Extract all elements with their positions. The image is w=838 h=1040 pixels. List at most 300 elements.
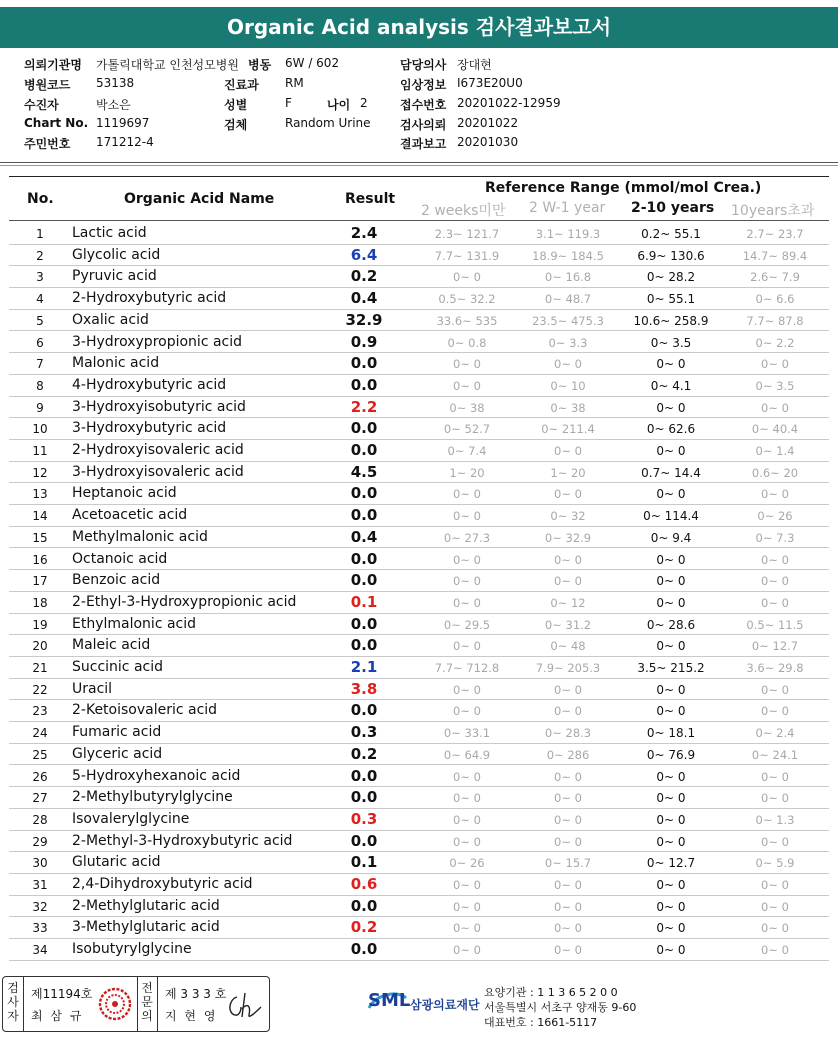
result-value: 0.1 xyxy=(350,853,378,872)
table-row xyxy=(9,310,829,332)
ref-range-2-10-years: 0~ 0 xyxy=(656,791,686,806)
ref-range-2-10-years: 0~ 0 xyxy=(656,574,686,589)
acid-name: Methylmalonic acid xyxy=(72,528,208,545)
ref-range-under-2-weeks: 0~ 0 xyxy=(453,270,481,285)
signature-box xyxy=(2,976,270,1032)
ref-range-over-10-years: 0~ 0 xyxy=(761,899,789,914)
result-value: 3.8 xyxy=(350,679,378,698)
acid-name: Acetoacetic acid xyxy=(72,507,188,524)
ref-range-2-10-years: 0~ 0 xyxy=(656,878,686,892)
hospital-code-label: 병원코드 xyxy=(24,78,71,92)
table-row xyxy=(9,809,829,831)
row-number: 19 xyxy=(32,617,48,632)
ref-range-over-10-years: 0~ 0 xyxy=(761,682,789,697)
ref-range-over-10-years: 0~ 0 xyxy=(761,769,789,784)
ref-range-over-10-years: 0~ 0 xyxy=(761,552,789,567)
result-value: 2.1 xyxy=(350,658,378,676)
ref-range-2w-1year: 3.1~ 119.3 xyxy=(535,227,601,241)
table-row xyxy=(9,332,829,354)
result-value: 0.0 xyxy=(350,701,378,720)
ref-range-over-10-years: 0~ 0 xyxy=(761,400,789,415)
ref-range-over-10-years: 0~ 0 xyxy=(761,357,789,372)
ref-range-2-10-years: 3.5~ 215.2 xyxy=(637,661,705,675)
ref-range-2-10-years: 10.6~ 258.9 xyxy=(633,313,709,328)
acid-name: 3-Hydroxypropionic acid xyxy=(72,333,243,350)
institution-value: 가톨릭대학교 인천성모병원 xyxy=(96,58,239,72)
ref-range-2w-1year: 0~ 0 xyxy=(554,878,582,892)
table-row xyxy=(9,939,829,961)
ref-range-2-10-years: 0~ 4.1 xyxy=(650,378,692,393)
table-header-line xyxy=(9,220,829,221)
row-number: 14 xyxy=(32,509,48,524)
table-row xyxy=(9,505,829,527)
row-number: 29 xyxy=(32,834,48,849)
ward-label: 병동 xyxy=(248,58,272,72)
ref-range-over-10-years: 0~ 0 xyxy=(761,704,789,719)
acid-name: 5-Hydroxyhexanoic acid xyxy=(72,767,241,784)
ref-range-2w-1year: 0~ 16.8 xyxy=(544,270,592,285)
specialist-license: 제 3 3 3 호 xyxy=(165,987,227,1001)
ref-range-under-2-weeks: 0.5~ 32.2 xyxy=(438,292,496,307)
hospital-code-value: 53138 xyxy=(96,76,135,90)
row-number: 12 xyxy=(32,465,48,480)
acid-name: 2,4-Dihydroxybutyric acid xyxy=(72,876,253,892)
examiner-label: 검사자 xyxy=(7,981,19,1023)
row-number: 26 xyxy=(32,769,48,784)
ref-range-over-10-years: 2.6~ 7.9 xyxy=(750,270,800,285)
ref-range-under-2-weeks: 0~ 0 xyxy=(453,834,481,849)
ref-range-2w-1year: 0~ 32.9 xyxy=(544,530,592,545)
results-table xyxy=(9,172,829,960)
ref-range-over-10-years: 0~ 0 xyxy=(761,921,789,936)
ref-range-under-2-weeks: 0~ 0 xyxy=(453,921,481,936)
request-date-value: 20201022 xyxy=(457,116,519,130)
ref-range-2w-1year: 0~ 0 xyxy=(554,444,582,458)
ref-col-2-10-years: 2-10 years xyxy=(631,200,715,216)
row-number: 9 xyxy=(36,400,44,415)
row-number: 4 xyxy=(36,292,44,307)
table-row xyxy=(9,614,829,636)
ref-range-under-2-weeks: 0~ 0 xyxy=(453,639,481,654)
ref-range-2w-1year: 18.9~ 184.5 xyxy=(532,248,604,263)
row-number: 27 xyxy=(32,791,48,806)
ref-range-under-2-weeks: 7.7~ 131.9 xyxy=(434,248,500,263)
result-value: 0.2 xyxy=(350,744,378,763)
ref-range-2-10-years: 0~ 0 xyxy=(656,400,686,415)
result-value: 0.0 xyxy=(350,441,378,459)
table-row xyxy=(9,766,829,788)
table-row xyxy=(9,549,829,571)
ref-range-2-10-years: 0~ 55.1 xyxy=(646,292,696,307)
doctor-label: 담당의사 xyxy=(400,58,447,72)
ref-range-2-10-years: 0~ 0 xyxy=(656,899,686,914)
ref-range-over-10-years: 0~ 1.4 xyxy=(755,444,795,458)
table-row xyxy=(9,288,829,310)
ref-range-over-10-years: 0~ 5.9 xyxy=(755,856,795,871)
ref-range-2w-1year: 0~ 0 xyxy=(554,357,582,372)
ref-range-2-10-years: 0~ 0 xyxy=(656,357,686,372)
ref-range-under-2-weeks: 0~ 52.7 xyxy=(443,422,491,437)
ref-range-over-10-years: 0.5~ 11.5 xyxy=(746,617,804,632)
care-code: 요양기관 : 1 1 3 6 5 2 0 0 xyxy=(484,986,618,999)
ref-range-2w-1year: 0~ 0 xyxy=(554,899,582,914)
acid-name: 2-Hydroxyisovaleric acid xyxy=(72,442,244,458)
ref-col-over-10-years: 10years초과 xyxy=(731,203,815,219)
header-divider xyxy=(0,162,838,163)
result-value: 0.0 xyxy=(350,549,378,568)
ref-range-2w-1year: 0~ 48 xyxy=(550,639,586,654)
ref-range-2-10-years: 0~ 0 xyxy=(656,769,686,784)
request-date-label: 검사의뢰 xyxy=(400,118,447,132)
ref-range-under-2-weeks: 0~ 0 xyxy=(453,574,481,589)
clinical-value: I673E20U0 xyxy=(457,76,523,90)
ref-range-over-10-years: 0~ 0 xyxy=(761,487,789,502)
result-value: 0.3 xyxy=(350,723,378,742)
age-label: 나이 xyxy=(327,98,351,112)
department-value: RM xyxy=(285,76,304,90)
acid-name: 2-Methyl-3-Hydroxybutyric acid xyxy=(72,832,293,849)
acid-name: Oxalic acid xyxy=(72,311,149,328)
ref-range-over-10-years: 0~ 2.4 xyxy=(755,726,795,741)
row-number: 25 xyxy=(32,747,48,762)
ref-range-2-10-years: 0~ 0 xyxy=(656,921,686,936)
result-value: 0.4 xyxy=(350,527,378,546)
row-number: 32 xyxy=(32,899,48,914)
ref-range-under-2-weeks: 0~ 0 xyxy=(453,357,481,372)
sign-divider xyxy=(23,977,24,1031)
row-number: 30 xyxy=(32,856,48,871)
acid-name: 4-Hydroxybutyric acid xyxy=(72,376,227,393)
examiner-license: 제11194호 xyxy=(31,987,93,1001)
result-value: 0.0 xyxy=(350,375,378,394)
ref-range-over-10-years: 0~ 26 xyxy=(757,509,793,524)
ref-range-2w-1year: 0~ 0 xyxy=(554,682,582,697)
acid-name: Uracil xyxy=(72,680,113,697)
table-row xyxy=(9,397,829,419)
collector-label: 수진자 xyxy=(24,98,59,112)
ref-range-under-2-weeks: 0~ 0 xyxy=(453,899,481,914)
result-value: 0.4 xyxy=(350,289,378,308)
result-value: 0.2 xyxy=(350,918,378,937)
table-row xyxy=(9,896,829,918)
ref-range-under-2-weeks: 0~ 33.1 xyxy=(443,726,491,741)
table-row xyxy=(9,570,829,592)
ref-range-2w-1year: 0~ 0 xyxy=(554,943,582,958)
row-number: 28 xyxy=(32,812,48,827)
ref-range-over-10-years: 0~ 0 xyxy=(761,943,789,958)
table-row xyxy=(9,679,829,701)
row-number: 8 xyxy=(36,378,44,393)
col-header-name: Organic Acid Name xyxy=(124,191,275,207)
table-row xyxy=(9,245,829,267)
ref-range-2-10-years: 0~ 0 xyxy=(656,943,686,958)
stamp-icon xyxy=(97,985,133,1023)
table-row xyxy=(9,440,829,462)
table-row xyxy=(9,635,829,657)
ref-range-2-10-years: 0~ 28.2 xyxy=(646,270,696,285)
ref-range-under-2-weeks: 0~ 29.5 xyxy=(443,617,491,632)
ref-range-under-2-weeks: 0~ 64.9 xyxy=(443,747,491,762)
result-value: 0.3 xyxy=(350,809,378,828)
ref-range-2w-1year: 0~ 3.3 xyxy=(548,335,588,350)
ref-range-under-2-weeks: 0~ 0 xyxy=(453,509,481,524)
phone: 대표번호 : 1661-5117 xyxy=(484,1016,598,1029)
row-number: 7 xyxy=(36,357,44,372)
ref-range-2-10-years: 0~ 12.7 xyxy=(646,856,696,871)
footer xyxy=(0,970,838,1040)
ref-range-over-10-years: 0~ 40.4 xyxy=(751,422,799,437)
table-row xyxy=(9,462,829,484)
ref-range-2w-1year: 0~ 211.4 xyxy=(541,422,595,437)
ref-range-2-10-years: 0~ 76.9 xyxy=(646,747,696,762)
result-value: 0.1 xyxy=(350,592,378,611)
row-number: 10 xyxy=(32,422,48,437)
acid-name: 2-Ketoisovaleric acid xyxy=(72,702,218,719)
id-number-value: 171212-4 xyxy=(96,135,154,149)
ref-range-under-2-weeks: 2.3~ 121.7 xyxy=(434,227,500,241)
result-value: 6.4 xyxy=(350,245,378,264)
ref-range-2w-1year: 1~ 20 xyxy=(550,465,586,480)
patient-info xyxy=(0,48,838,166)
ref-range-2w-1year: 0~ 15.7 xyxy=(544,856,592,871)
acid-name: 2-Ethyl-3-Hydroxypropionic acid xyxy=(72,593,297,610)
ref-range-over-10-years: 3.6~ 29.8 xyxy=(746,661,804,675)
col-header-result: Result xyxy=(345,191,396,207)
ward-value: 6W / 602 xyxy=(285,56,340,70)
org-name: 삼광의료재단 xyxy=(410,998,480,1012)
row-number: 11 xyxy=(32,444,48,458)
result-value: 0.0 xyxy=(350,896,378,915)
acid-name: Isobutyrylglycine xyxy=(72,941,192,958)
ref-range-over-10-years: 0~ 12.7 xyxy=(751,639,799,654)
ref-range-title: Reference Range (mmol/mol Crea.) xyxy=(485,180,762,196)
result-value: 0.0 xyxy=(350,419,378,438)
table-row xyxy=(9,266,829,288)
acid-name: Isovalerylglycine xyxy=(72,810,190,827)
ref-range-2w-1year: 0~ 32 xyxy=(550,509,586,524)
chart-no-label: Chart No. xyxy=(24,116,89,130)
ref-range-over-10-years: 0~ 2.2 xyxy=(755,335,795,350)
row-number: 2 xyxy=(36,248,44,263)
specialist-name: 지 현 영 xyxy=(165,1009,218,1023)
row-number: 3 xyxy=(36,270,44,285)
ref-range-under-2-weeks: 0~ 0 xyxy=(453,378,481,393)
row-number: 23 xyxy=(32,704,48,719)
row-number: 13 xyxy=(32,487,48,502)
ref-range-under-2-weeks: 0~ 0 xyxy=(453,552,481,567)
specimen-label: 검체 xyxy=(224,118,248,132)
receipt-label: 접수번호 xyxy=(400,98,447,112)
chart-no-value: 1119697 xyxy=(96,116,150,130)
row-number: 6 xyxy=(36,335,44,350)
table-row xyxy=(9,375,829,397)
row-divider xyxy=(9,960,829,961)
acid-name: 2-Methylbutyrylglycine xyxy=(72,789,233,806)
row-number: 16 xyxy=(32,552,48,567)
ref-range-under-2-weeks: 7.7~ 712.8 xyxy=(434,661,500,675)
results-panel xyxy=(9,172,829,960)
row-number: 20 xyxy=(32,639,48,654)
result-value: 2.4 xyxy=(350,224,378,242)
ref-range-under-2-weeks: 0~ 27.3 xyxy=(443,530,491,545)
ref-range-2-10-years: 0~ 18.1 xyxy=(646,726,696,741)
acid-name: Lactic acid xyxy=(72,225,147,241)
specialist-label: 전문의 xyxy=(141,981,153,1023)
acid-name: Glutaric acid xyxy=(72,854,161,871)
result-value: 0.0 xyxy=(350,484,378,503)
row-number: 31 xyxy=(32,878,48,892)
ref-range-2-10-years: 0~ 0 xyxy=(656,552,686,567)
table-row xyxy=(9,353,829,375)
ref-range-2w-1year: 0~ 48.7 xyxy=(544,292,592,307)
result-value: 0.9 xyxy=(350,332,378,351)
sign-divider xyxy=(157,977,158,1031)
receipt-value: 20201022-12959 xyxy=(457,96,561,110)
table-row xyxy=(9,483,829,505)
row-number: 22 xyxy=(32,682,48,697)
ref-range-2-10-years: 0~ 114.4 xyxy=(643,509,699,524)
report-date-value: 20201030 xyxy=(457,135,519,149)
sign-divider xyxy=(137,977,138,1031)
report-date-label: 결과보고 xyxy=(400,137,447,151)
collector-value: 박소은 xyxy=(96,98,131,112)
ref-range-over-10-years: 7.7~ 87.8 xyxy=(746,313,804,328)
table-row xyxy=(9,744,829,766)
result-value: 4.5 xyxy=(350,462,378,481)
ref-range-under-2-weeks: 0~ 0.8 xyxy=(447,335,487,350)
ref-range-over-10-years: 0~ 3.5 xyxy=(755,378,795,393)
ref-range-2-10-years: 0~ 0 xyxy=(656,595,686,610)
ref-range-2-10-years: 0~ 3.5 xyxy=(650,335,692,350)
acid-name: Ethylmalonic acid xyxy=(72,615,197,632)
ref-range-over-10-years: 0~ 24.1 xyxy=(751,747,799,762)
acid-name: 3-Hydroxyisobutyric acid xyxy=(72,398,246,415)
ref-range-2-10-years: 0~ 0 xyxy=(656,704,686,719)
result-value: 2.2 xyxy=(350,397,378,416)
ref-range-over-10-years: 0~ 1.3 xyxy=(755,812,795,827)
ref-range-over-10-years: 2.7~ 23.7 xyxy=(746,227,804,241)
table-row xyxy=(9,787,829,809)
acid-name: Heptanoic acid xyxy=(72,485,177,502)
ref-range-under-2-weeks: 0~ 0 xyxy=(453,595,481,610)
ref-range-2w-1year: 7.9~ 205.3 xyxy=(535,661,601,675)
sex-label: 성별 xyxy=(224,98,248,112)
sex-value: F xyxy=(285,96,292,110)
ref-range-2-10-years: 0~ 0 xyxy=(656,812,686,827)
ref-range-over-10-years: 0~ 6.6 xyxy=(755,292,795,307)
acid-name: 3-Methylglutaric acid xyxy=(72,919,220,936)
ref-range-under-2-weeks: 0~ 0 xyxy=(453,943,481,958)
acid-name: Pyruvic acid xyxy=(72,268,157,285)
ref-range-under-2-weeks: 0~ 0 xyxy=(453,791,481,806)
ref-range-2w-1year: 0~ 0 xyxy=(554,791,582,806)
acid-name: 3-Hydroxybutyric acid xyxy=(72,420,227,437)
doctor-value: 장대현 xyxy=(457,58,492,72)
ref-range-over-10-years: 14.7~ 89.4 xyxy=(742,248,808,263)
ref-range-under-2-weeks: 0~ 0 xyxy=(453,769,481,784)
acid-name: Maleic acid xyxy=(72,637,151,654)
ref-range-under-2-weeks: 0~ 0 xyxy=(453,878,481,892)
ref-range-2-10-years: 0~ 28.6 xyxy=(646,617,696,632)
table-row xyxy=(9,831,829,853)
ref-range-2-10-years: 0.2~ 55.1 xyxy=(641,227,701,241)
examiner-name: 최 삼 규 xyxy=(31,1009,84,1023)
ref-range-2w-1year: 0~ 0 xyxy=(554,769,582,784)
acid-name: Benzoic acid xyxy=(72,572,161,589)
ref-range-2w-1year: 0~ 0 xyxy=(554,704,582,719)
table-row xyxy=(9,917,829,939)
ref-range-2w-1year: 0~ 38 xyxy=(550,400,586,415)
ref-range-2w-1year: 0~ 31.2 xyxy=(544,617,592,632)
ref-range-2w-1year: 0~ 0 xyxy=(554,487,582,502)
result-value: 0.0 xyxy=(350,354,378,373)
col-header-no: No. xyxy=(27,191,54,207)
table-row xyxy=(9,418,829,440)
row-number: 34 xyxy=(32,943,48,958)
header-divider-2 xyxy=(0,165,838,166)
ref-range-2w-1year: 0~ 12 xyxy=(550,595,586,610)
department-label: 진료과 xyxy=(224,78,259,92)
row-number: 1 xyxy=(36,227,44,241)
ref-range-2-10-years: 0.7~ 14.4 xyxy=(641,465,701,480)
ref-range-over-10-years: 0.6~ 20 xyxy=(751,465,799,480)
row-number: 24 xyxy=(32,726,48,741)
table-row xyxy=(9,527,829,549)
ref-range-2-10-years: 6.9~ 130.6 xyxy=(637,248,705,263)
ref-range-2w-1year: 0~ 0 xyxy=(554,574,582,589)
table-row xyxy=(9,657,829,679)
ref-range-over-10-years: 0~ 0 xyxy=(761,595,789,610)
acid-name: 2-Methylglutaric acid xyxy=(72,897,220,914)
result-value: 0.0 xyxy=(350,788,378,807)
signature-icon xyxy=(225,989,265,1023)
ref-range-under-2-weeks: 0~ 0 xyxy=(453,704,481,719)
ref-col-2w-1year: 2 W-1 year xyxy=(529,200,606,216)
ref-range-2w-1year: 0~ 28.3 xyxy=(544,726,592,741)
result-value: 32.9 xyxy=(345,310,383,329)
ref-range-under-2-weeks: 1~ 20 xyxy=(449,465,485,480)
acid-name: 3-Hydroxyisovaleric acid xyxy=(72,463,244,480)
ref-range-2w-1year: 0~ 0 xyxy=(554,552,582,567)
result-value: 0.0 xyxy=(350,940,378,959)
ref-range-over-10-years: 0~ 0 xyxy=(761,878,789,892)
ref-range-under-2-weeks: 0~ 0 xyxy=(453,812,481,827)
acid-name: Succinic acid xyxy=(72,659,164,675)
ref-range-2w-1year: 0~ 286 xyxy=(546,747,590,762)
result-value: 0.0 xyxy=(350,831,378,850)
result-value: 0.0 xyxy=(350,614,378,633)
result-value: 0.6 xyxy=(350,875,378,893)
row-number: 33 xyxy=(32,921,48,936)
table-row xyxy=(9,592,829,614)
acid-name: Malonic acid xyxy=(72,355,160,372)
table-row xyxy=(9,722,829,744)
ref-range-over-10-years: 0~ 0 xyxy=(761,791,789,806)
ref-range-2-10-years: 0~ 0 xyxy=(656,487,686,502)
acid-name: Fumaric acid xyxy=(72,724,162,741)
table-top-line xyxy=(9,176,829,177)
acid-name: Octanoic acid xyxy=(72,550,168,567)
ref-range-2w-1year: 0~ 0 xyxy=(554,834,582,849)
age-value: 2 xyxy=(360,96,368,110)
table-row xyxy=(9,874,829,896)
ref-col-under-2-weeks: 2 weeks미만 xyxy=(421,203,506,219)
ref-range-2-10-years: 0~ 0 xyxy=(656,444,686,458)
table-row xyxy=(9,223,829,245)
id-number-label: 주민번호 xyxy=(24,137,71,151)
row-number: 15 xyxy=(32,530,48,545)
result-value: 0.0 xyxy=(350,571,378,590)
